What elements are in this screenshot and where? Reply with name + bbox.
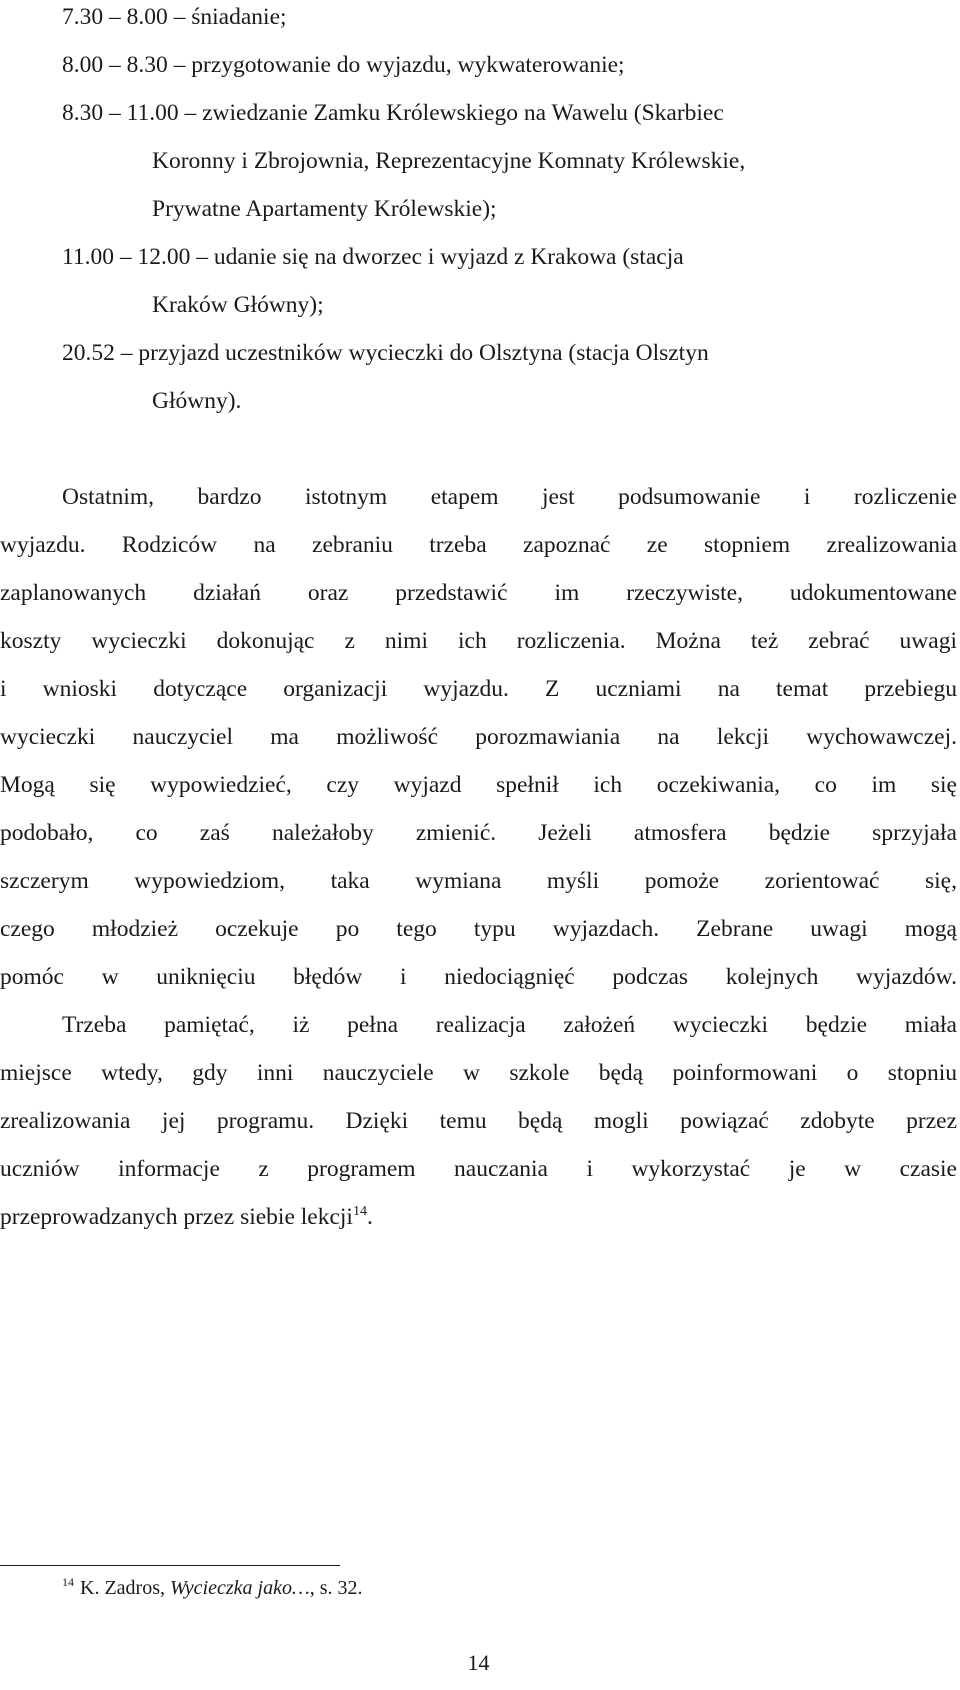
schedule-line: 8.00 – 8.30 – przygotowanie do wyjazdu, wykwaterowanie; xyxy=(62,52,625,78)
paragraph-line: wycieczki nauczyciel ma możliwość porozmawiania na lekcji wychowawczej. xyxy=(0,724,957,750)
paragraph-line: Trzeba pamiętać, iż pełna realizacja założeń wycieczki będzie miała xyxy=(62,1012,957,1038)
paragraph-line: koszty wycieczki dokonując z nimi ich rozliczenia. Można też zebrać uwagi xyxy=(0,628,957,654)
paragraph-line: podobało, co zaś należałoby zmienić. Jeżeli atmosfera będzie sprzyjała xyxy=(0,820,957,846)
schedule-line: Koronny i Zbrojownia, Reprezentacyjne Komnaty Królewskie, xyxy=(152,148,746,174)
page-number: 14 xyxy=(467,1650,490,1675)
paragraph-line: pomóc w uniknięciu błędów i niedociągnięć podczas kolejnych wyjazdów. xyxy=(0,964,957,990)
paragraph-line: wyjazdu. Rodziców na zebraniu trzeba zapoznać ze stopniem zrealizowania xyxy=(0,532,957,558)
footnote-rest: , s. 32. xyxy=(309,1577,363,1599)
schedule-line: Prywatne Apartamenty Królewskie); xyxy=(152,196,497,222)
footnote-mark: 14 xyxy=(62,1575,74,1589)
schedule-line: 11.00 – 12.00 – udanie się na dworzec i wyjazd z Krakowa (stacja xyxy=(62,244,684,270)
footnote-separator xyxy=(0,1565,340,1566)
paragraph-line: i wnioski dotyczące organizacji wyjazdu. Z uczniami na temat przebiegu xyxy=(0,676,957,702)
paragraph-line: czego młodzież oczekuje po tego typu wyjazdach. Zebrane uwagi mogą xyxy=(0,916,957,942)
schedule-line: 8.30 – 11.00 – zwiedzanie Zamku Królewskiego na Wawelu (Skarbiec xyxy=(62,100,724,126)
footnote xyxy=(62,1575,363,1601)
paragraph-line: Mogą się wypowiedzieć, czy wyjazd spełnił ich oczekiwania, co im się xyxy=(0,772,957,798)
paragraph-line: zrealizowania jej programu. Dzięki temu będą mogli powiązać zdobyte przez xyxy=(0,1108,957,1134)
paragraph-text: przeprowadzanych przez siebie lekcji xyxy=(0,1204,353,1230)
schedule-line: 7.30 – 8.00 – śniadanie; xyxy=(62,4,287,30)
footnote-title: Wycieczka jako… xyxy=(169,1577,310,1599)
paragraph-line: Ostatnim, bardzo istotnym etapem jest podsumowanie i rozliczenie xyxy=(62,484,957,510)
schedule-line: Główny). xyxy=(152,388,242,414)
paragraph-line-final xyxy=(0,1204,957,1230)
paragraph-line: uczniów informacje z programem nauczania i wykorzystać je w czasie xyxy=(0,1156,957,1182)
paragraph-line: miejsce wtedy, gdy inni nauczyciele w szkole będą poinformowani o stopniu xyxy=(0,1060,957,1086)
paragraph-line: szczerym wypowiedziom, taka wymiana myśli pomoże zorientować się, xyxy=(0,868,957,894)
paragraph-line: zaplanowanych działań oraz przedstawić im rzeczywiste, udokumentowane xyxy=(0,580,957,606)
footnote-author: K. Zadros, xyxy=(80,1577,165,1599)
schedule-line: 20.52 – przyjazd uczestników wycieczki do Olsztyna (stacja Olsztyn xyxy=(62,340,709,366)
schedule-line: Kraków Główny); xyxy=(152,292,324,318)
paragraph-period: . xyxy=(366,1204,373,1230)
footnote-reference[interactable]: 14 xyxy=(352,1204,367,1219)
